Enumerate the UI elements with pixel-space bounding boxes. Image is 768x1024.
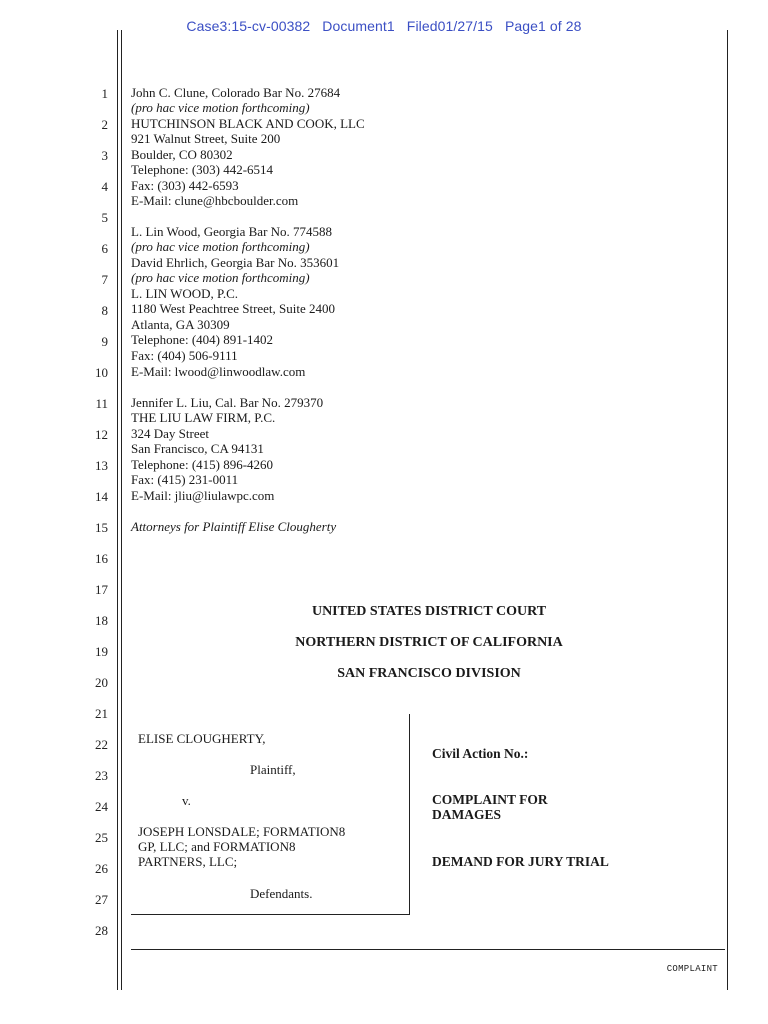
plaintiff-role: Plaintiff, (250, 762, 296, 777)
caption-divider-horizontal (131, 914, 410, 915)
defendants-role: Defendants. (250, 886, 313, 901)
civil-action-label: Civil Action No.: (432, 746, 529, 761)
defendants-line: PARTNERS, LLC; (138, 854, 238, 869)
attorney-line: Boulder, CO 80302 (131, 147, 233, 162)
line-number: 10 (95, 365, 108, 380)
attorney-line: Fax: (404) 506-9111 (131, 348, 238, 363)
line-number: 18 (95, 613, 108, 628)
right-margin-rule (727, 30, 728, 990)
defendants-line: GP, LLC; and FORMATION8 (138, 839, 296, 854)
left-margin-rule-inner (121, 30, 122, 990)
document-number: Document1 (322, 18, 395, 34)
line-number: 13 (95, 458, 108, 473)
attorney-line: HUTCHINSON BLACK AND COOK, LLC (131, 116, 365, 131)
attorney-line: Fax: (303) 442-6593 (131, 178, 239, 193)
attorney-line: 921 Walnut Street, Suite 200 (131, 131, 281, 146)
line-number: 2 (101, 117, 108, 132)
footer-label: COMPLAINT (666, 964, 718, 974)
attorney-line: Telephone: (415) 896-4260 (131, 457, 274, 472)
attorney-line: L. LIN WOOD, P.C. (131, 286, 239, 301)
line-number: 5 (101, 210, 108, 225)
court-division: SAN FRANCISCO DIVISION (337, 666, 521, 681)
line-number: 8 (101, 303, 108, 318)
attorney-line: John C. Clune, Colorado Bar No. 27684 (131, 85, 341, 100)
line-number: 11 (95, 396, 108, 411)
line-number: 20 (95, 675, 108, 690)
attorney-line: (pro hac vice motion forthcoming) (131, 270, 310, 285)
filed-date: Filed01/27/15 (406, 18, 493, 34)
attorney-line: THE LIU LAW FIRM, P.C. (131, 410, 276, 425)
line-number: 12 (95, 427, 108, 442)
line-number: 21 (95, 706, 108, 721)
line-number: 19 (95, 644, 108, 659)
line-number: 26 (95, 861, 108, 876)
case-number: Case3:15-cv-00382 (186, 18, 311, 34)
attorney-line: Jennifer L. Liu, Cal. Bar No. 279370 (131, 395, 324, 410)
line-number: 28 (95, 923, 108, 938)
line-number: 17 (95, 582, 108, 597)
attorney-line: L. Lin Wood, Georgia Bar No. 774588 (131, 224, 333, 239)
defendants-line: JOSEPH LONSDALE; FORMATION8 (138, 824, 346, 839)
court-name: UNITED STATES DISTRICT COURT (311, 604, 547, 619)
versus-label: v. (182, 793, 191, 808)
complaint-title: COMPLAINT FOR (432, 792, 548, 807)
line-number: 15 (95, 520, 108, 535)
attorney-line: E-Mail: jliu@liulawpc.com (131, 488, 275, 503)
line-number: 24 (95, 799, 108, 814)
attorney-line: 1180 West Peachtree Street, Suite 2400 (131, 301, 336, 316)
line-number: 25 (95, 830, 108, 845)
attorney-line: Telephone: (303) 442-6514 (131, 162, 274, 177)
footer-rule (131, 949, 725, 950)
line-number: 4 (101, 179, 108, 194)
attorney-line: (pro hac vice motion forthcoming) (131, 239, 310, 254)
page-count: Page1 of 28 (504, 18, 582, 34)
attorney-line: San Francisco, CA 94131 (131, 441, 264, 456)
ecf-header-stamp (0, 18, 768, 34)
plaintiff-name: ELISE CLOUGHERTY, (138, 731, 266, 746)
line-number: 14 (95, 489, 108, 504)
complaint-title: DAMAGES (432, 807, 502, 822)
attorney-line: Fax: (415) 231-0011 (131, 472, 239, 487)
caption-divider-vertical (409, 714, 410, 915)
attorneys-for-line: Attorneys for Plaintiff Elise Clougherty (131, 519, 337, 534)
line-number: 3 (101, 148, 108, 163)
line-number: 27 (95, 892, 108, 907)
court-district: NORTHERN DISTRICT OF CALIFORNIA (295, 635, 563, 650)
attorney-line: (pro hac vice motion forthcoming) (131, 100, 310, 115)
attorney-line: Atlanta, GA 30309 (131, 317, 230, 332)
attorney-line: Telephone: (404) 891-1402 (131, 332, 274, 347)
attorney-line: E-Mail: clune@hbcboulder.com (131, 193, 299, 208)
line-number: 6 (101, 241, 108, 256)
jury-demand: DEMAND FOR JURY TRIAL (432, 854, 609, 869)
line-number: 16 (95, 551, 108, 566)
line-number: 23 (95, 768, 108, 783)
line-number: 9 (101, 334, 108, 349)
attorney-line: David Ehrlich, Georgia Bar No. 353601 (131, 255, 340, 270)
attorney-line: E-Mail: lwood@linwoodlaw.com (131, 364, 306, 379)
line-number: 1 (101, 86, 108, 101)
line-number: 7 (101, 272, 108, 287)
attorney-line: 324 Day Street (131, 426, 209, 441)
line-number: 22 (95, 737, 108, 752)
left-margin-rule-outer (117, 30, 118, 990)
